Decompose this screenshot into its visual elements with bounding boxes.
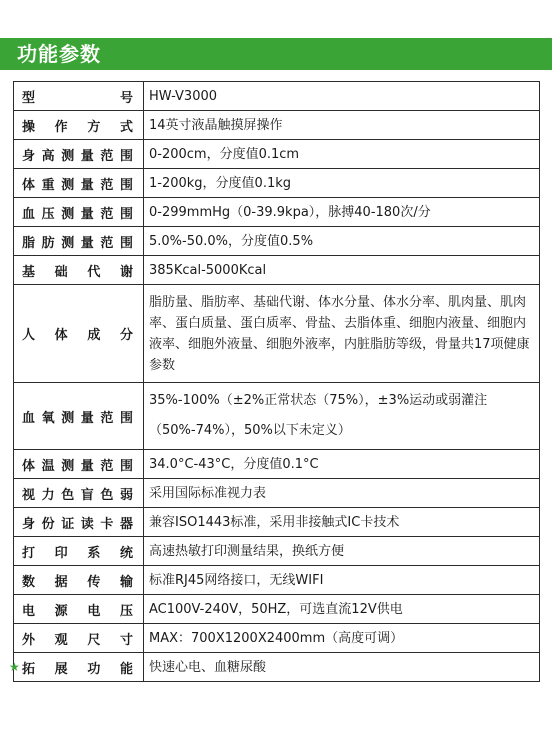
row-label: 身份证读卡器 [22,516,133,532]
row-value: 采用国际标准视力表 [144,479,540,508]
row-label-cell [14,508,144,537]
row-label: 数据传输 [22,574,133,590]
table-row [14,82,540,111]
table-row [14,227,540,256]
table-row [14,566,540,595]
row-value: 高速热敏打印测量结果，换纸方便 [144,537,540,566]
row-label-cell [14,479,144,508]
row-label-cell [14,227,144,256]
row-label-cell [14,256,144,285]
row-label-cell [9,653,144,682]
row-label: 体重测量范围 [22,177,133,193]
row-label-cell [14,111,144,140]
row-label-cell [14,566,144,595]
row-label-cell [14,198,144,227]
row-label: 型号 [22,90,133,106]
table-row [14,111,540,140]
row-label-cell [14,537,144,566]
row-value: 5.0%-50.0%，分度值0.5% [144,227,540,256]
row-label-cell [14,595,144,624]
row-label-cell [14,383,144,450]
table-row [14,537,540,566]
table-row [14,624,540,653]
table-row [14,198,540,227]
row-label-cell [14,140,144,169]
row-label: 基础代谢 [22,264,133,280]
row-value: 快速心电、血糖尿酸 [144,653,540,682]
row-value: 14英寸液晶触摸屏操作 [144,111,540,140]
row-label-cell [14,285,144,383]
row-value: 385Kcal-5000Kcal [144,256,540,285]
row-value: 0-299mmHg（0-39.9kpa），脉搏40-180次/分 [144,198,540,227]
row-label: 电源电压 [22,603,133,619]
section-header-bar [0,38,552,70]
table-row [14,169,540,198]
row-value: AC100V-240V，50HZ，可选直流12V供电 [144,595,540,624]
table-row [14,383,540,450]
star-icon: ★ [9,660,20,674]
row-label: 身高测量范围 [22,148,133,164]
row-label: 操作方式 [22,119,133,135]
row-label-cell [14,624,144,653]
row-label: 拓展功能 [22,661,133,677]
row-label-cell [14,82,144,111]
table-row [14,653,540,682]
row-value: 脂肪量、脂肪率、基础代谢、体水分量、体水分率、肌肉量、肌肉率、蛋白质量、蛋白质率、骨盐、去脂体重、细胞内液量、细胞内液率、细胞外液量、细胞外液率，内脏脂肪等级，骨量共17项健康参数 [144,285,540,383]
section-title: 功能参数 [17,42,101,66]
row-value: 35%-100%（±2%正常状态（75%），±3%运动或弱灌注（50%-74%），50%以下未定义） [144,383,540,450]
row-value: 1-200kg，分度值0.1kg [144,169,540,198]
row-label: 打印系统 [22,545,133,561]
row-label: 视力色盲色弱 [22,487,133,503]
table-row [14,450,540,479]
row-value: 0-200cm，分度值0.1cm [144,140,540,169]
table-row [14,285,540,383]
row-label-cell [14,450,144,479]
table-row [14,256,540,285]
row-label: 血压测量范围 [22,206,133,222]
row-value: HW-V3000 [144,82,540,111]
row-value: MAX：700X1200X2400mm（高度可调） [144,624,540,653]
row-value: 标准RJ45网络接口，无线WIFI [144,566,540,595]
row-label: 人体成分 [22,328,133,343]
row-label: 体温测量范围 [22,458,133,474]
row-label-cell [14,169,144,198]
row-label: 血氧测量范围 [22,410,133,426]
row-value: 34.0°C-43°C，分度值0.1°C [144,450,540,479]
row-value: 兼容ISO1443标准，采用非接触式IC卡技术 [144,508,540,537]
table-row [14,479,540,508]
table-row [14,140,540,169]
table-row [14,508,540,537]
table-row [14,595,540,624]
spec-table [9,81,540,682]
row-label: 脂肪测量范围 [22,235,133,251]
row-label: 外观尺寸 [22,632,133,648]
